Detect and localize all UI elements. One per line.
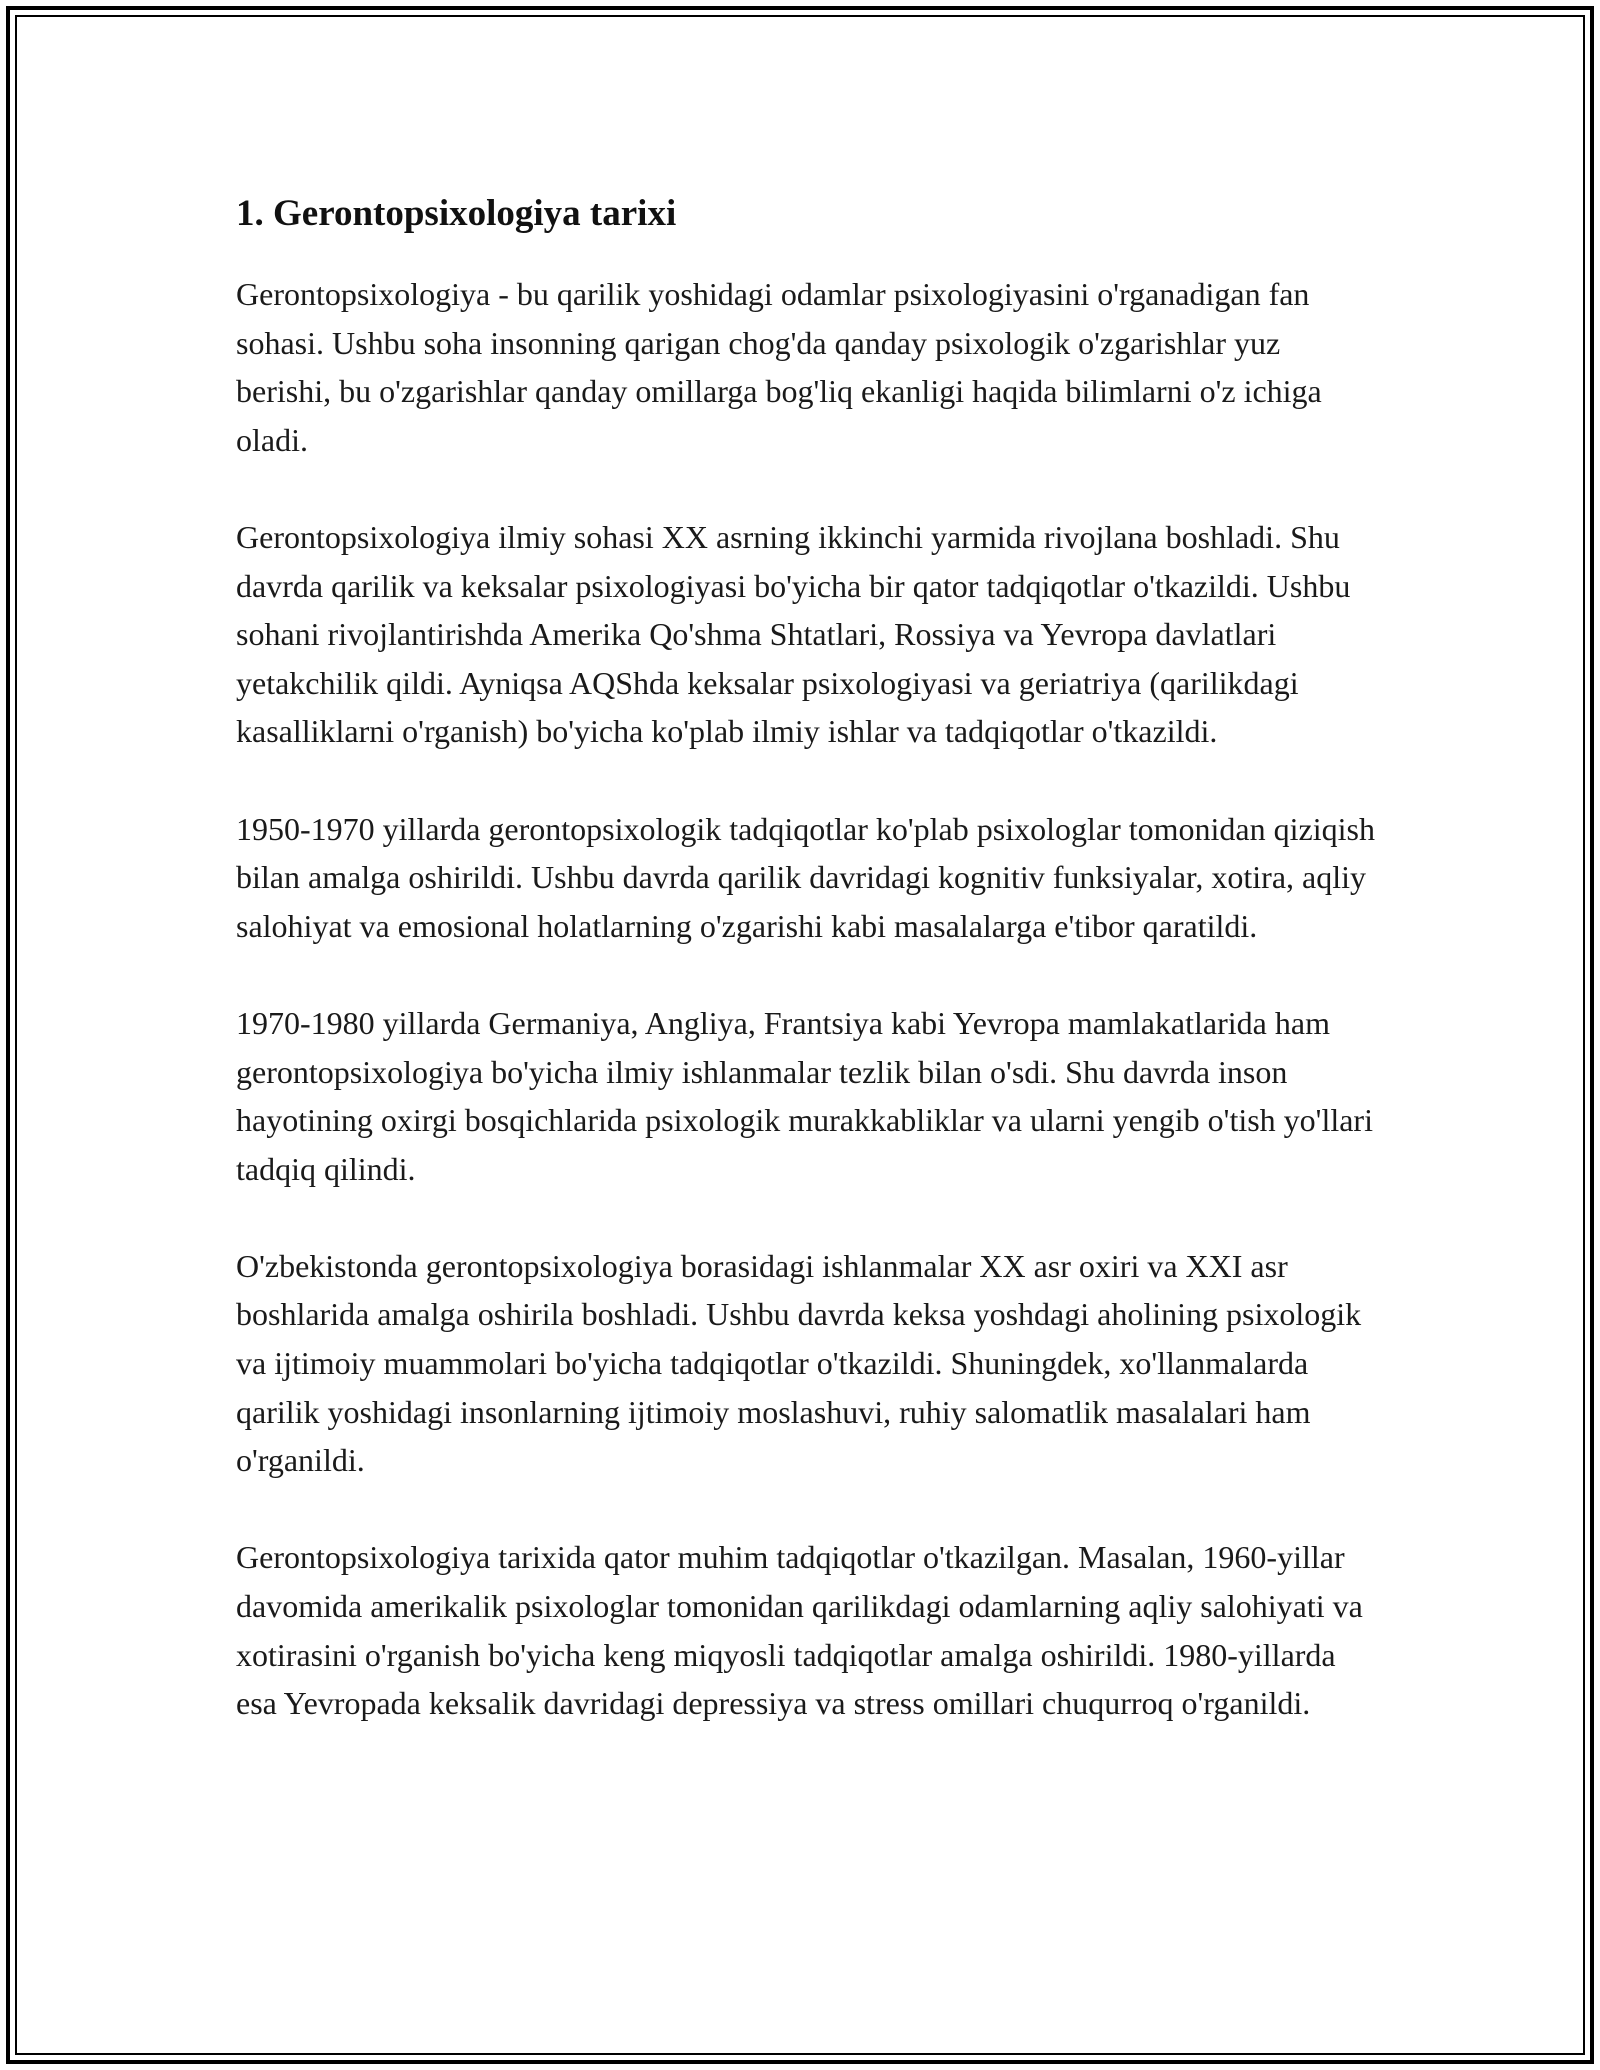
paragraph-3: 1950-1970 yillarda gerontopsixologik tadqiqotlar ko'plab psixologlar tomonidan qiziqish bilan amalga oshirildi. Ushbu davrda qarilik davridagi kognitiv funksiyalar, xotira, aqliy salohiyat va emosional holatlarning o'zgarishi kabi masalalarga e'tibor qaratildi. <box>236 810 1375 944</box>
document-title: 1. Gerontopsixologiya tarixi <box>236 193 677 234</box>
paragraph-6: Gerontopsixologiya tarixida qator muhim tadqiqotlar o'tkazilgan. Masalan, 1960-yillar davomida amerikalik psixologlar tomonidan qarilikdagi odamlarning aqliy salohiyati va xotirasini o'rganish bo'yicha keng miqyosli tadqiqotlar amalga oshirildi. 1980-yillarda esa Yevropada keksalik davridagi depressiya va stress omillari chuqurroq o'rganildi. <box>236 1539 1363 1722</box>
paragraph-1: Gerontopsixologiya - bu qarilik yoshidagi odamlar psixologiyasini o'rganadigan fan sohasi. Ushbu soha insonning qarigan chog'da qanday psixologik o'zgarishlar yuz berishi, bu o'zgarishlar qanday omillarga bog'liq ekanligi haqida bilimlarni o'z ichiga oladi. <box>236 276 1322 458</box>
document-body <box>236 184 1376 1728</box>
paragraph-4: 1970-1980 yillarda Germaniya, Angliya, Frantsiya kabi Yevropa mamlakatlarida ham gerontopsixologiya bo'yicha ilmiy ishlanmalar tezlik bilan o'sdi. Shu davrda inson hayotining oxirgi bosqichlarida psixologik murakkabliklar va ularni yengib o'tish yo'llari tadqiq qilindi. <box>236 1004 1373 1187</box>
paragraph-2: Gerontopsixologiya ilmiy sohasi XX asrning ikkinchi yarmida rivojlana boshladi. Shu davrda qarilik va keksalar psixologiyasi bo'yicha bir qator tadqiqotlar o'tkazildi. Ushbu sohani rivojlantirishda Amerika Qo'shma Shtatlari, Rossiya va Yevropa davlatlari yetakchilik qildi. Ayniqsa AQShda keksalar psixologiyasi va geriatriya (qarilikdagi kasalliklarni o'rganish) bo'yicha ko'plab ilmiy ishlar va tadqiqotlar o'tkazildi. <box>236 518 1351 750</box>
paragraph-5: O'zbekistonda gerontopsixologiya borasidagi ishlanmalar XX asr oxiri va XXI asr boshlarida amalga oshirila boshladi. Ushbu davrda keksa yoshdagi aholining psixologik va ijtimoiy muammolari bo'yicha tadqiqotlar o'tkazildi. Shuningdek, xo'llanmalarda qarilik yoshidagi insonlarning ijtimoiy moslashuvi, ruhiy salomatlik masalalari ham o'rganildi. <box>236 1247 1362 1479</box>
